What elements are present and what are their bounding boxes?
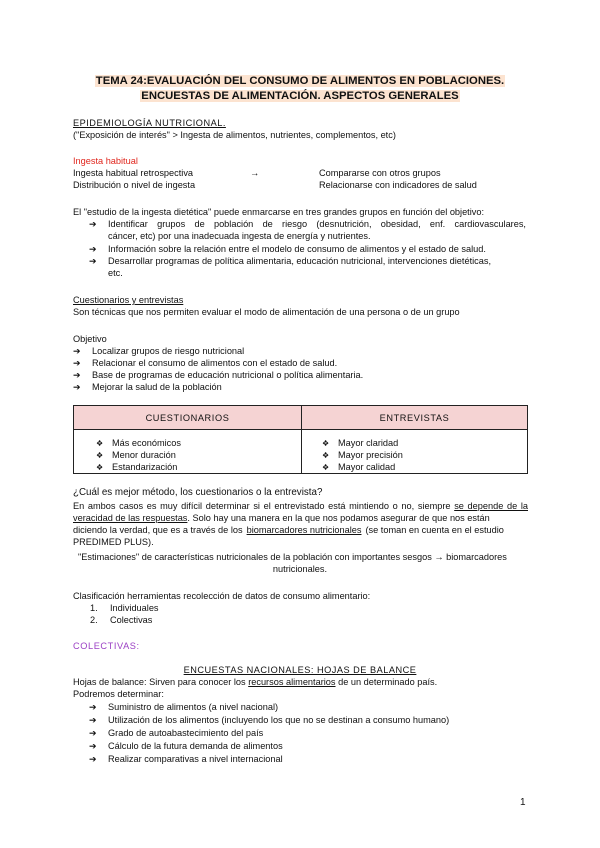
table-item: ❖ Mayor claridad	[322, 438, 399, 448]
diamond-bullet-icon: ❖	[322, 451, 330, 460]
arrow-icon: ➔	[89, 219, 97, 229]
podremos-determinar: Podremos determinar:	[73, 689, 164, 699]
table-item: ❖ Mayor calidad	[322, 462, 396, 472]
estudio-bullet-3-line-1: Desarrollar programas de política alimentaria, educación nutricional, intervenciones dietéticas,	[108, 256, 492, 266]
metodo-line-1: En ambos casos es muy difícil determinar si el entrevistado está mintiendo o no, siempre se depende de la	[73, 501, 528, 511]
clasificacion-item-1: 1. Individuales	[90, 603, 159, 613]
clasificacion-heading: Clasificación herramientas recolección de datos de consumo alimentario:	[73, 591, 371, 601]
metodo-line-3: diciendo la verdad, que es a través de los biomarcadores nutricionales (se toman en cuenta en el estudio	[73, 525, 504, 535]
table-header-entrevistas: ENTREVISTAS	[302, 406, 527, 430]
ingesta-heading: Ingesta habitual	[73, 156, 138, 166]
estimaciones-line-2: nutricionales.	[272, 564, 328, 574]
diamond-bullet-icon: ❖	[322, 463, 330, 472]
table-item: ❖ Mayor precisión	[322, 450, 403, 460]
objetivo-heading: Objetivo	[73, 334, 107, 344]
table-item: ❖ Menor duración	[96, 450, 176, 460]
ingesta-row-1-arrow: →	[250, 168, 260, 178]
diamond-bullet-icon: ❖	[322, 439, 330, 448]
ingesta-row-2-left: Distribución o nivel de ingesta	[73, 180, 196, 190]
arrow-icon: ➔	[73, 358, 81, 368]
estudio-bullet-2-line-1: Información sobre la relación entre el modelo de consumo de alimentos y el estado de salud.	[108, 244, 486, 254]
table-header-cuestionarios: CUESTIONARIOS	[74, 406, 301, 430]
metodo-line-2: veracidad de las respuestas. Solo hay una manera en la que nos podamos asegurar de que nos están	[73, 513, 490, 523]
metodo-question: ¿Cuál es mejor método, los cuestionarios o la entrevista?	[73, 487, 323, 498]
arrow-icon: ➔	[89, 244, 97, 254]
exposicion-text: ("Exposición de interés" > Ingesta de alimentos, nutrientes, complementos, etc)	[73, 130, 396, 140]
ingesta-row-1-right: Compararse con otros grupos	[319, 168, 441, 178]
diamond-bullet-icon: ❖	[96, 439, 104, 448]
metodo-line-4: PREDIMED PLUS).	[73, 537, 154, 547]
arrow-icon: ➔	[89, 715, 97, 725]
hojas-balance-text: Hojas de balance: Sirven para conocer los recursos alimentarios de un determinado país.	[73, 677, 438, 687]
document-title-line-1: TEMA 24:EVALUACIÓN DEL CONSUMO DE ALIMENTOS EN POBLACIONES.	[95, 75, 505, 87]
colectivas-heading: COLECTIVAS:	[73, 641, 140, 651]
cuestionarios-desc: Son técnicas que nos permiten evaluar el modo de alimentación de una persona o de un grupo	[73, 307, 460, 317]
document-title-line-2: ENCUESTAS DE ALIMENTACIÓN. ASPECTOS GENERALES	[141, 90, 459, 102]
arrow-icon: ➔	[73, 382, 81, 392]
ingesta-row-2-right: Relacionarse con indicadores de salud	[319, 180, 477, 190]
estudio-bullet-1-line-1: Identificar grupos de población de riesgo (desnutrición, obesidad, enf. cardiovasculares,	[108, 219, 526, 229]
comparison-table	[73, 405, 528, 474]
arrow-icon: ➔	[89, 728, 97, 738]
metodo-paragraph	[73, 500, 528, 548]
arrow-icon: ➔	[89, 702, 97, 712]
diamond-bullet-icon: ❖	[96, 463, 104, 472]
ingesta-row-1-left: Ingesta habitual retrospectiva	[73, 168, 194, 178]
estudio-bullet-1-line-2: cáncer, etc) por una inadecuada ingesta de energía y nutrientes.	[108, 231, 371, 241]
arrow-icon: ➔	[89, 256, 97, 266]
arrow-icon: ➔	[73, 346, 81, 356]
estimaciones-line-1: "Estimaciones" de características nutricionales de la población con importantes sesgos → biomarcadores	[78, 552, 507, 562]
estudio-bullet-3-line-2: etc.	[108, 268, 123, 278]
arrow-icon: ➔	[73, 370, 81, 380]
encuestas-nacionales-heading: ENCUESTAS NACIONALES: HOJAS DE BALANCE	[183, 665, 417, 675]
diamond-bullet-icon: ❖	[96, 451, 104, 460]
table-item: ❖ Estandarización	[96, 462, 178, 472]
arrow-icon: ➔	[89, 741, 97, 751]
epidemiologia-heading: EPIDEMIOLOGÍA NUTRICIONAL.	[73, 118, 226, 128]
page-number: 1	[520, 797, 526, 808]
cuestionarios-heading: Cuestionarios y entrevistas	[73, 295, 184, 305]
table-item: ❖ Más económicos	[96, 438, 181, 448]
estudio-intro: El "estudio de la ingesta dietética" puede enmarcarse en tres grandes grupos en función del objetivo:	[73, 207, 485, 217]
clasificacion-item-2: 2. Colectivas	[90, 615, 153, 625]
table-divider	[301, 406, 302, 473]
arrow-icon: ➔	[89, 754, 97, 764]
